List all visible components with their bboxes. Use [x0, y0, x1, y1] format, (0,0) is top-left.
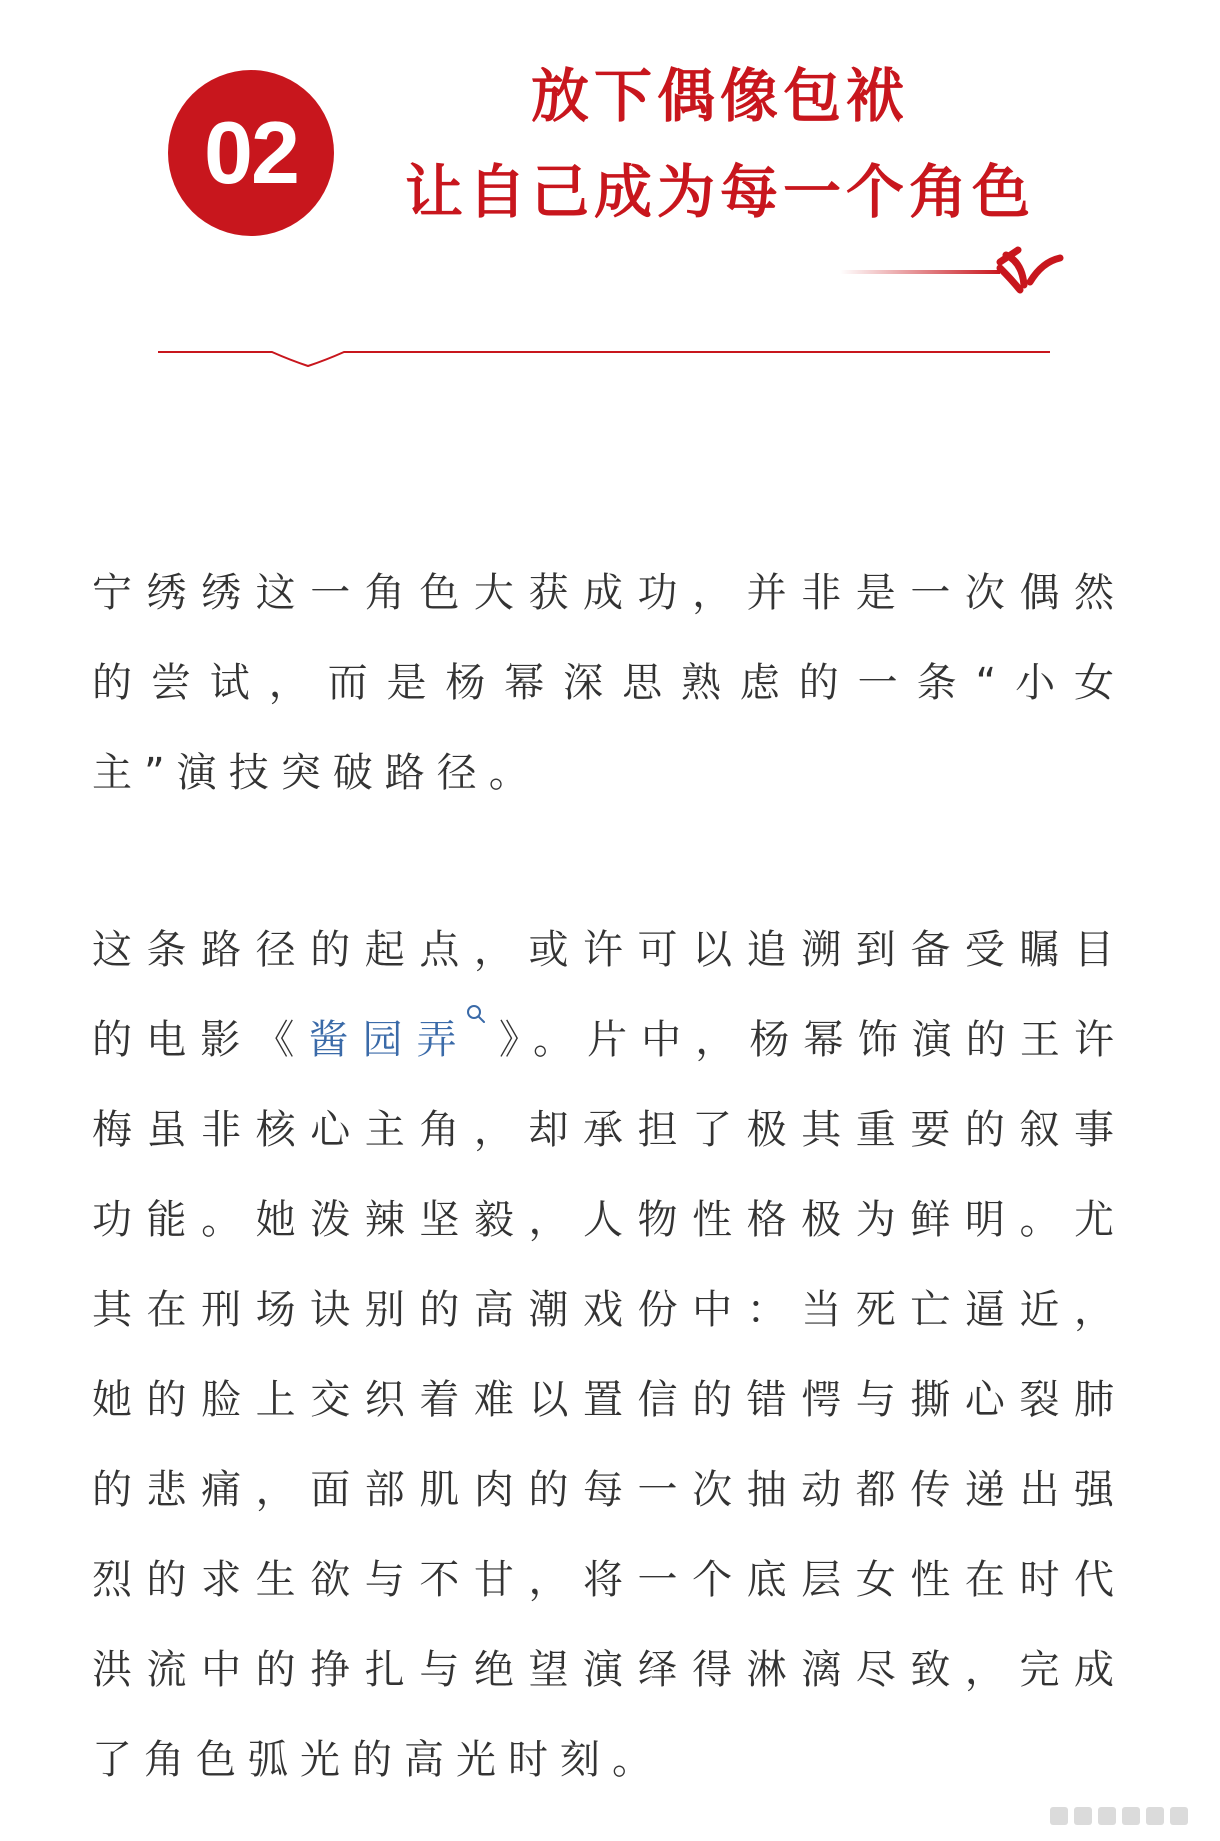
search-link[interactable]: 酱园弄: [308, 1017, 471, 1063]
paragraph: 宁绣绣这一角色大获成功，并非是一次偶然的尝试，而是杨幂深思熟虑的一条“小女主”演技突破路径。: [92, 570, 1126, 796]
fade-line: [840, 270, 1000, 274]
section-number: 02: [204, 103, 298, 202]
title-line-2: 让自己成为每一个角色: [404, 158, 1035, 226]
header-decoration: [0, 0, 1220, 400]
watermark: [1050, 1803, 1200, 1829]
paragraph: [92, 905, 1126, 1805]
title-line-1: 放下偶像包袱: [530, 62, 909, 130]
article-body: [92, 548, 1126, 1805]
section-header: [0, 0, 1220, 400]
search-icon[interactable]: [465, 1003, 487, 1025]
brush-stroke-ornament: [1000, 250, 1060, 290]
section-divider: [158, 352, 1050, 366]
paragraph-text: 》。片中，杨幂饰演的王许梅虽非核心主角，却承担了极其重要的叙事功能。她泼辣坚毅，人物性格极为鲜明。尤其在刑场诀别的高潮戏份中：当死亡逼近，她的脸上交织着难以置信的错愕与撕心裂肺的悲痛，面部肌肉的每一次抽动都传递出强烈的求生欲与不甘，将一个底层女性在时代洪流中的挣扎与绝望演绎得淋漓尽致，完成了角色弧光的高光时刻。: [92, 1017, 1127, 1783]
paragraph-text: 这条路径的起点，或许可以追溯到备受瞩目的电影《: [92, 927, 1126, 1063]
